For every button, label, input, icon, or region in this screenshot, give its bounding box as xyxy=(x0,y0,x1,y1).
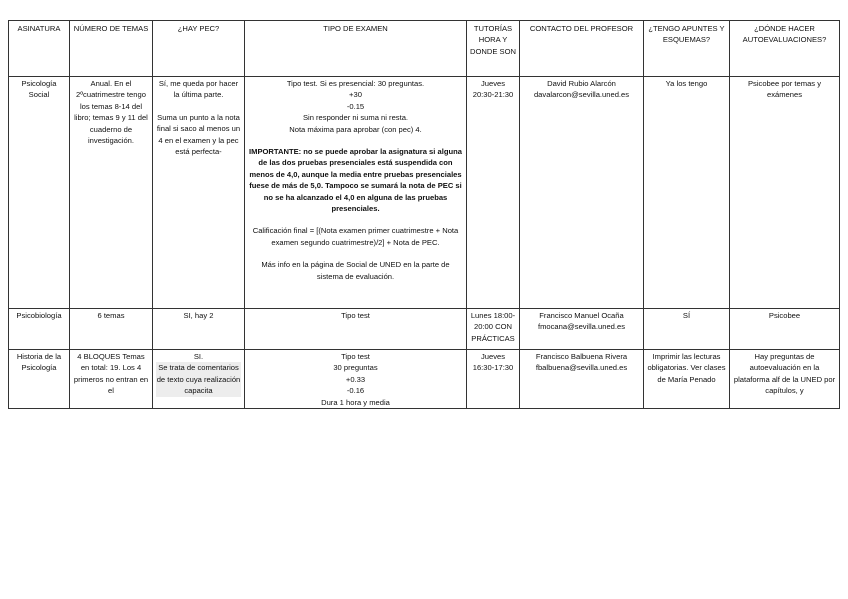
apuntes-cell: Ya los tengo xyxy=(644,77,730,309)
examen-line: Tipo test xyxy=(341,352,370,361)
table-row xyxy=(9,77,840,309)
contacto-cell xyxy=(520,77,644,309)
temas-cell: 4 BLOQUES Temas en total: 19. Los 4 primeros no entran en el xyxy=(70,350,153,409)
examen-cell xyxy=(245,350,467,409)
examen-line: -0.16 xyxy=(346,386,365,396)
subject-cell: Psicobiología xyxy=(9,309,70,350)
header-tutorias: TUTORÍAS HORA Y DONDE SON xyxy=(467,21,520,77)
info-note: Más info en la página de Social de UNED en la parte de sistema de evaluación. xyxy=(261,260,450,281)
header-numero-temas: NÚMERO DE TEMAS xyxy=(70,21,153,77)
header-asignatura: ASINATURA xyxy=(9,21,70,77)
pec-cell xyxy=(153,77,245,309)
tutorias-cell: Jueves 20:30-21:30 xyxy=(467,77,520,309)
autoevaluaciones-cell: Psicobee por temas y exámenes xyxy=(730,77,840,309)
table-row xyxy=(9,309,840,350)
header-tipo-examen: TIPO DE EXAMEN xyxy=(245,21,467,77)
header-row xyxy=(9,21,840,77)
examen-line: Tipo test. Si es presencial: 30 preguntas. xyxy=(286,79,425,88)
apuntes-cell: Imprimir las lecturas obligatorias. Ver clases de María Penado xyxy=(644,350,730,409)
professor-name: Francisco Manuel Ocaña xyxy=(539,311,624,320)
examen-line: 30 preguntas xyxy=(333,363,378,373)
temas-cell: Anual. En el 2ºcuatrimestre tengo los temas 8-14 del libro; temas 9 y 11 del cuaderno de investigación. xyxy=(70,77,153,309)
examen-line: Sin responder ni suma ni resta. xyxy=(302,113,409,123)
pec-note: Se trata de comentarios de texto cuya realización capacita xyxy=(156,363,241,396)
autoevaluaciones-cell: Hay preguntas de autoevaluación en la plataforma alf de la UNED por capítulos, y xyxy=(730,350,840,409)
professor-email: fmocana@sevilla.uned.es xyxy=(537,322,626,332)
examen-cell xyxy=(245,77,467,309)
subjects-table xyxy=(8,20,840,409)
header-contacto: CONTACTO DEL PROFESOR xyxy=(520,21,644,77)
pec-cell: SI, hay 2 xyxy=(153,309,245,350)
examen-line: -0.15 xyxy=(346,101,365,111)
tutorias-cell: Lunes 18:00-20:00 CON PRÁCTICAS xyxy=(467,309,520,350)
subject-cell: Historia de la Psicología xyxy=(9,350,70,409)
examen-line: Nota máxima para aprobar (con pec) 4. xyxy=(289,124,422,134)
header-autoevaluaciones: ¿DÓNDE HACER AUTOEVALUACIONES? xyxy=(730,21,840,77)
subject-cell: Psicología Social xyxy=(9,77,70,309)
examen-line: +0.33 xyxy=(345,374,366,384)
header-apuntes: ¿TENGO APUNTES Y ESQUEMAS? xyxy=(644,21,730,77)
pec-cell xyxy=(153,350,245,409)
apuntes-cell: SÍ xyxy=(644,309,730,350)
header-hay-pec: ¿HAY PEC? xyxy=(153,21,245,77)
contacto-cell xyxy=(520,309,644,350)
pec-note: Suma un punto a la nota final si saco al menos un 4 en el examen y la pec está perfecta- xyxy=(156,112,241,157)
importante-note: IMPORTANTE: no se puede aprobar la asignatura si alguna de las dos pruebas presenciales está suspendida con menos de 4,0, aunque la media entre pruebas presenciales fuese de más de 5,0. Tampoco se sumará la nota de PEC si no se ha alcanzado el 4,0 en alguna de las pruebas presenciales. xyxy=(249,147,462,214)
examen-line: +30 xyxy=(349,90,362,100)
pec-text: Sí, me queda por hacer la última parte. xyxy=(158,79,239,100)
table-row xyxy=(9,350,840,409)
autoevaluaciones-cell: Psicobee xyxy=(730,309,840,350)
professor-name: David Rubio Alarcón xyxy=(547,79,616,88)
examen-cell: Tipo test xyxy=(245,309,467,350)
temas-cell: 6 temas xyxy=(70,309,153,350)
professor-email: davalarcon@sevilla.uned.es xyxy=(533,90,630,100)
pec-text: SI. xyxy=(193,352,204,361)
calificacion-note: Calificación final = [(Nota examen primer cuatrimestre + Nota examen segundo cuatrimestre)/2] + Nota de PEC. xyxy=(252,226,459,247)
contacto-cell: Francisco Balbuena Rivera fbalbuena@sevilla.uned.es xyxy=(520,350,644,409)
examen-line: Dura 1 hora y media xyxy=(321,397,390,407)
tutorias-cell: Jueves 16:30-17:30 xyxy=(467,350,520,409)
